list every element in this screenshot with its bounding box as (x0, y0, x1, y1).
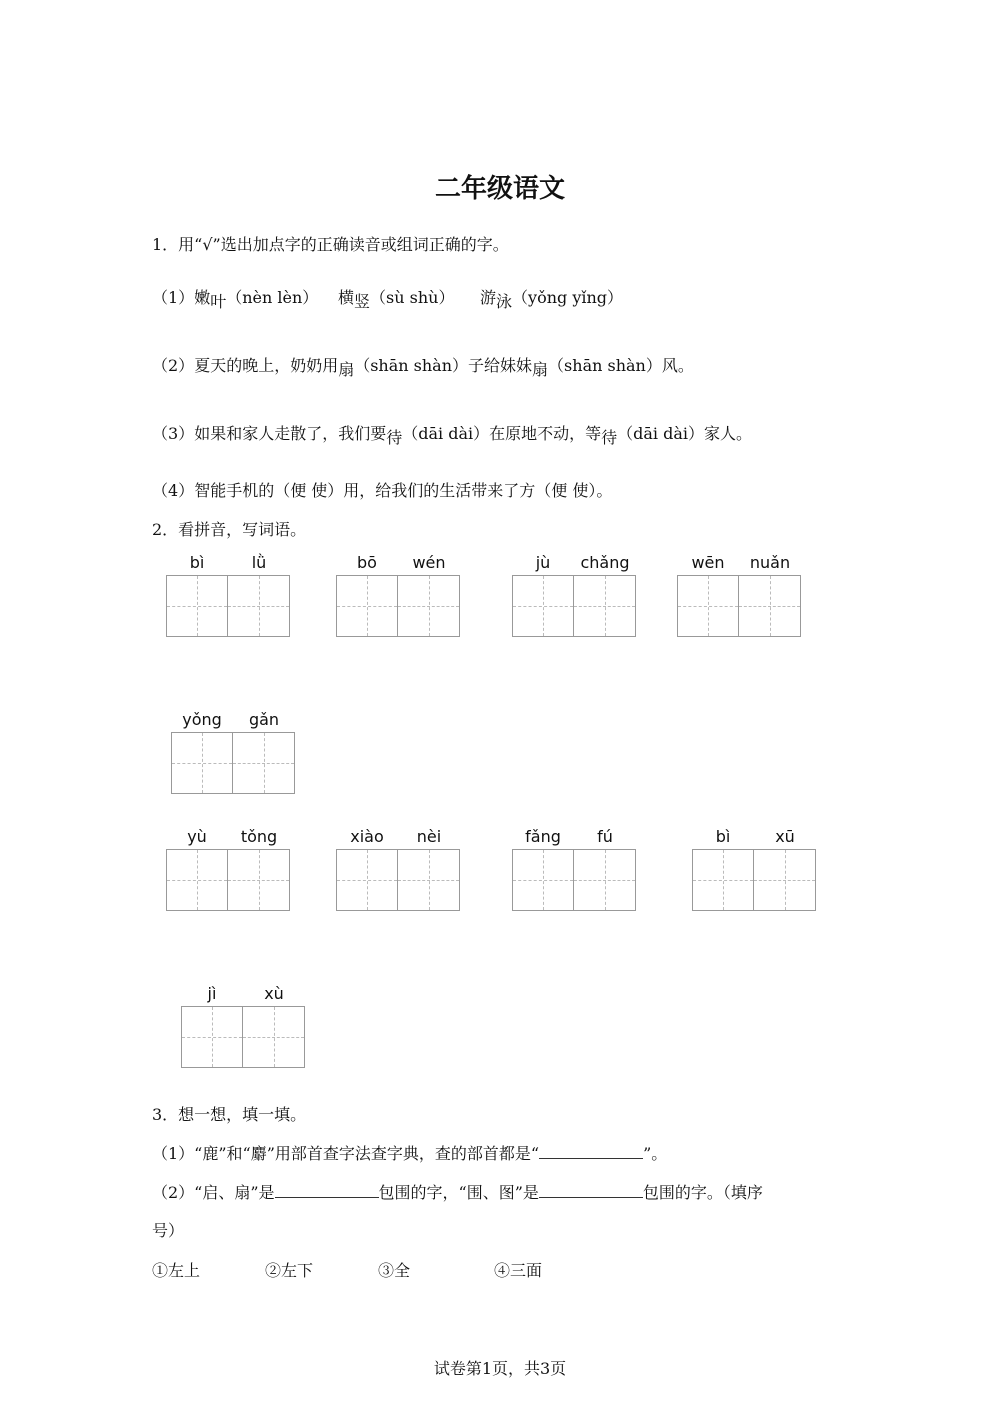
writing-box[interactable] (574, 849, 636, 911)
answer-blank[interactable] (275, 1183, 379, 1198)
answer-blank[interactable] (539, 1144, 643, 1159)
writing-box[interactable] (398, 849, 460, 911)
writing-box[interactable] (677, 575, 739, 637)
option-4: ④三面 (494, 1261, 543, 1280)
writing-box[interactable] (754, 849, 816, 911)
page-footer: 试卷第1页，共3页 (433, 1359, 567, 1378)
writing-box[interactable] (166, 849, 228, 911)
writing-box[interactable] (228, 575, 290, 637)
writing-box[interactable] (336, 575, 398, 637)
writing-box[interactable] (171, 732, 233, 794)
q3-item-2: （2）“启、扇”是 包围的字，“围、图”是 包围的字。（填序 (152, 1183, 763, 1202)
q1-item-2: （2）夏天的晚上，奶奶用扇（shān shàn）子给妹妹扇（shān shàn）风。 (152, 356, 694, 379)
q1-item-4: （4）智能手机的（便 使）用，给我们的生活带来了方（便 使）。 (152, 481, 613, 500)
writing-box[interactable] (739, 575, 801, 637)
writing-box[interactable] (233, 732, 295, 794)
option-3: ③全 (378, 1261, 411, 1280)
writing-box[interactable] (512, 849, 574, 911)
page-title: 二年级语文 (434, 174, 565, 204)
writing-box[interactable] (166, 575, 228, 637)
writing-box[interactable] (181, 1006, 243, 1068)
writing-box[interactable] (228, 849, 290, 911)
q1-item-3: （3）如果和家人走散了，我们要待（dāi dài）在原地不动，等待（dāi dài）家人。 (152, 424, 753, 447)
option-1: ①左上 (152, 1261, 201, 1280)
q2-stem: 2．看拼音，写词语。 (152, 520, 307, 539)
option-2: ②左下 (265, 1261, 314, 1280)
answer-blank[interactable] (539, 1183, 643, 1198)
q3-item-1: （1）“鹿”和“麝”用部首查字法查字典，查的部首都是“ ”。 (152, 1144, 668, 1163)
writing-box[interactable] (398, 575, 460, 637)
q1-item-1c: 游泳（yǒng yǐng） (480, 288, 624, 311)
q3-stem: 3．想一想，填一填。 (152, 1105, 307, 1124)
q3-item-2-cont: 号） (152, 1221, 185, 1240)
q1-stem: 1．用“√”选出加点字的正确读音或组词正确的字。 (152, 235, 509, 254)
writing-box[interactable] (243, 1006, 305, 1068)
writing-box[interactable] (574, 575, 636, 637)
writing-box[interactable] (336, 849, 398, 911)
writing-box[interactable] (692, 849, 754, 911)
q1-item-1: （1）嫩叶（nèn lèn） (152, 288, 319, 311)
writing-box[interactable] (512, 575, 574, 637)
q1-item-1b: 横竖（sù shù） (338, 288, 455, 311)
